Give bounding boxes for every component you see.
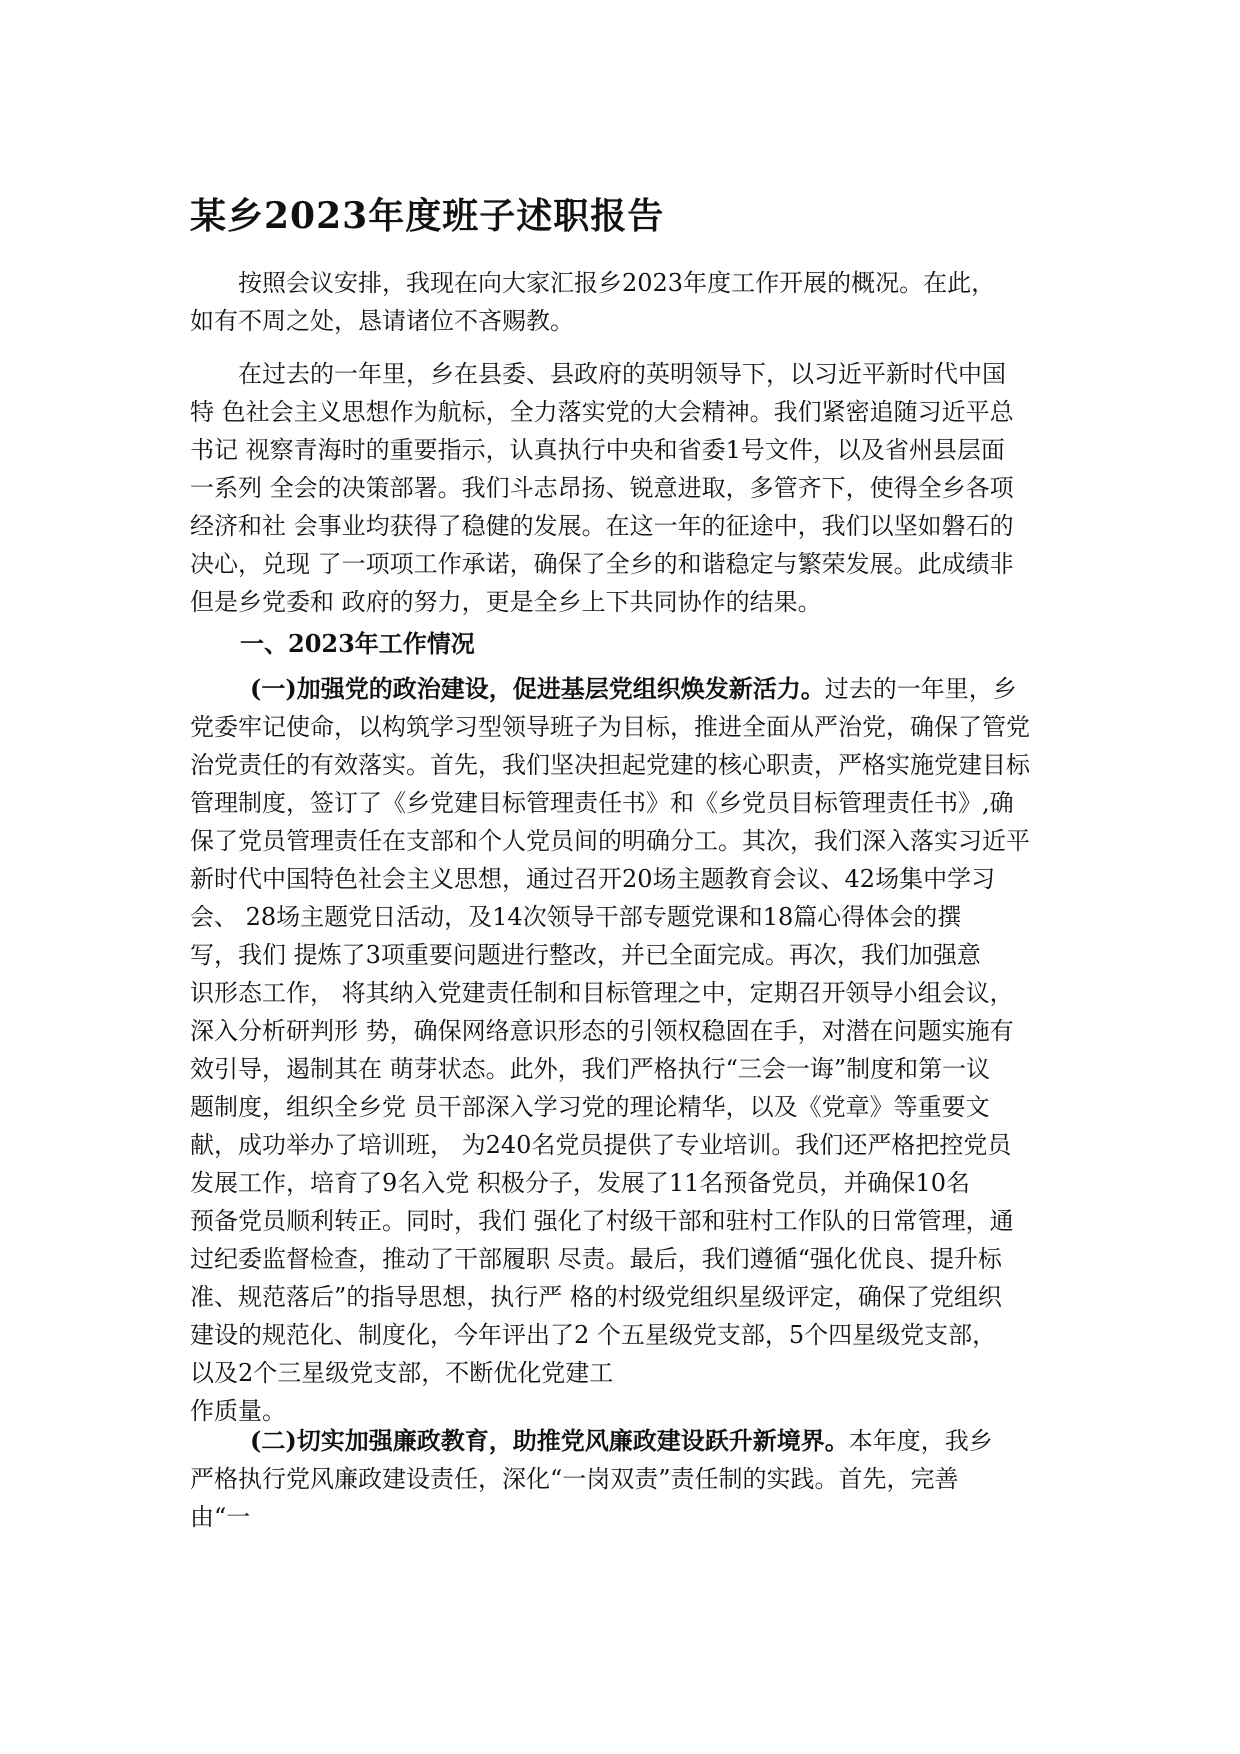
text-line: 书记 视察青海时的重要指示，认真执行中央和省委1号文件，以及省州县层面 — [190, 436, 1005, 464]
text-line: 识形态工作， 将其纳入党建责任制和目标管理之中，定期召开领导小组会议， — [190, 979, 1014, 1007]
text-line: 发展工作，培育了9名入党 积极分子，发展了11名预备党员，并确保10名 — [190, 1169, 970, 1197]
text-fragment: 本年度，我乡 — [848, 1427, 993, 1455]
text-line: 如有不周之处，恳请诸位不吝赐教。 — [190, 307, 574, 335]
text-line: 新时代中国特色社会主义思想，通过召开20场主题教育会议、42场集中学习 — [190, 865, 996, 893]
section1-sub1-paragraph — [190, 670, 1070, 1430]
text-line — [190, 670, 1070, 708]
subsection-title: (二)切实加强廉政教育，助推党风廉政建设跃升新境界。 — [250, 1426, 849, 1455]
text-line: 效引导，遏制其在 萌芽状态。此外，我们严格执行“三会一诲”制度和第一议 — [190, 1055, 991, 1083]
text-line: 在过去的一年里，乡在县委、县政府的英明领导下，以习近平新时代中国 — [238, 360, 1006, 388]
text-line: 党委牢记使命，以构筑学习型领导班子为目标，推进全面从严治党，确保了管党 — [190, 713, 1030, 741]
text-line: 准、规范落后”的指导思想，执行严 格的村级党组织星级评定，确保了党组织 — [190, 1283, 1002, 1311]
text-line: 一系列 全会的决策部署。我们斗志昂扬、锐意进取，多管齐下，使得全乡各项 — [190, 474, 1014, 502]
text-line: 深入分析研判形 势，确保网络意识形态的引领权稳固在手，对潜在问题实施有 — [190, 1017, 1014, 1045]
text-line: 管理制度，签订了《乡党建目标管理责任书》和《乡党员目标管理责任书》,确 — [190, 789, 1014, 817]
text-line — [190, 1422, 1070, 1460]
text-line: 过纪委监督检查，推动了干部履职 尽责。最后，我们遵循“强化优良、提升标 — [190, 1245, 1002, 1273]
text-line: 治党责任的有效落实。首先，我们坚决担起党建的核心职责，严格实施党建目标 — [190, 751, 1030, 779]
section1-sub2-paragraph — [190, 1422, 1070, 1536]
text-line: 由“一 — [190, 1503, 251, 1531]
document-title: 某乡2023年度班子述职报告 — [190, 195, 665, 237]
text-line: 特 色社会主义思想作为航标，全力落实党的大会精神。我们紧密追随习近平总 — [190, 398, 1014, 426]
text-fragment: 过去的一年里，乡 — [824, 675, 1017, 703]
text-line: 作质量。 — [190, 1397, 286, 1425]
text-line: 建设的规范化、制度化，今年评出了2 个五星级党支部，5个四星级党支部， — [190, 1321, 997, 1349]
text-line: 预备党员顺利转正。同时，我们 强化了村级干部和驻村工作队的日常管理，通 — [190, 1207, 1014, 1235]
overview-paragraph — [190, 355, 1070, 621]
text-line: 题制度，组织全乡党 员干部深入学习党的理论精华，以及《党章》等重要文 — [190, 1093, 990, 1121]
text-line: 献，成功举办了培训班， 为240名党员提供了专业培训。我们还严格把控党员 — [190, 1131, 1012, 1159]
text-line: 保了党员管理责任在支部和个人党员间的明确分工。其次，我们深入落实习近平 — [190, 827, 1030, 855]
text-line: 写，我们 提炼了3项重要问题进行整改，并已全面完成。再次，我们加强意 — [190, 941, 981, 969]
text-line: 经济和社 会事业均获得了稳健的发展。在这一年的征途中，我们以坚如磐石的 — [190, 512, 1014, 540]
text-line: 但是乡党委和 政府的努力，更是全乡上下共同协作的结果。 — [190, 588, 822, 616]
text-line: 严格执行党风廉政建设责任，深化“一岗双责”责任制的实践。首先，完善 — [190, 1465, 959, 1493]
text-line: 按照会议安排，我现在向大家汇报乡2023年度工作开展的概况。在此， — [238, 269, 996, 297]
subsection-title: (一)加强党的政治建设，促进基层党组织焕发新活力。 — [250, 674, 825, 703]
text-line: 决心，兑现 了一项项工作承诺，确保了全乡的和谐稳定与繁荣发展。此成绩非 — [190, 550, 1014, 578]
section-heading: 一、2023年工作情况 — [240, 629, 475, 658]
text-line: 会、 28场主题党日活动，及14次领导干部专题党课和18篇心得体会的撰 — [190, 903, 962, 931]
text-line: 以及2个三星级党支部，不断优化党建工 — [190, 1359, 614, 1387]
intro-paragraph — [190, 264, 1070, 340]
